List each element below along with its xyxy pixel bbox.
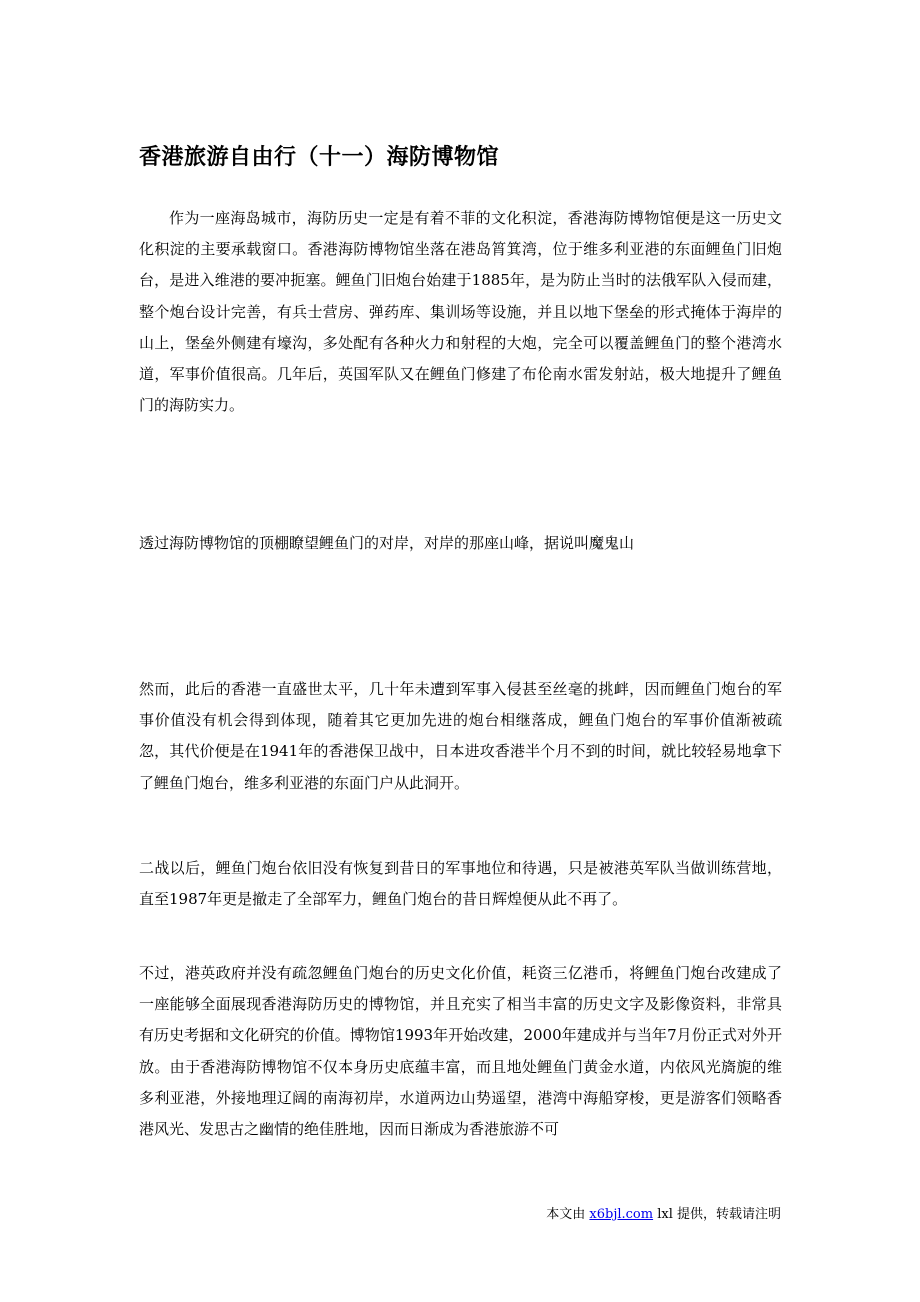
footer-source-link[interactable]: x6bjl.com bbox=[589, 1207, 654, 1222]
paragraph-postwar: 二战以后，鲤鱼门炮台依旧没有恢复到昔日的军事地位和待遇，只是被港英军队当做训练营地，直至1987年更是撤走了全部军力，鲤鱼门炮台的昔日辉煌便从此不再了。 bbox=[139, 859, 782, 909]
footer-prefix: 本文由 bbox=[546, 1207, 590, 1222]
paragraph-history: 然而，此后的香港一直盛世太平，几十年未遭到军事入侵甚至丝毫的挑衅，因而鲤鱼门炮台的军事价值没有机会得到体现，随着其它更加先进的炮台相继落成，鲤鱼门炮台的军事价值渐被疏忽，其代价便是在1941年的香港保卫战中，日本进攻香港半个月不到的时间，就比较轻易地拿下了鲤鱼门炮台，维多利亚港的东面门户从此洞开。 bbox=[139, 680, 782, 792]
article-title: 香港旅游自由行（十一）海防博物馆 bbox=[139, 145, 500, 170]
paragraph-intro: 作为一座海岛城市，海防历史一定是有着不菲的文化积淀，香港海防博物馆便是这一历史文化积淀的主要承载窗口。香港海防博物馆坐落在港岛筲箕湾，位于维多利亚港的东面鲤鱼门旧炮台，是进入维港的要冲扼塞。鲤鱼门旧炮台始建于1885年，是为防止当时的法俄军队入侵而建，整个炮台设计完善，有兵士营房、弹药库、集训场等设施，并且以地下堡垒的形式掩体于海岸的山上，堡垒外侧建有壕沟，多处配有各种火力和射程的大炮，完全可以覆盖鲤鱼门的整个港湾水道，军事价值很高。几年后，英国军队又在鲤鱼门修建了布伦南水雷发射站，极大地提升了鲤鱼门的海防实力。 bbox=[139, 209, 782, 415]
page-footer bbox=[546, 1205, 781, 1225]
photo-caption: 透过海防博物馆的顶棚瞭望鲤鱼门的对岸，对岸的那座山峰，据说叫魔鬼山 bbox=[139, 534, 635, 552]
footer-suffix: lxl 提供，转载请注明 bbox=[653, 1207, 781, 1222]
paragraph-museum: 不过，港英政府并没有疏忽鲤鱼门炮台的历史文化价值，耗资三亿港币，将鲤鱼门炮台改建成了一座能够全面展现香港海防历史的博物馆，并且充实了相当丰富的历史文字及影像资料，非常具有历史考据和文化研究的价值。博物馆1993年开始改建，2000年建成并与当年7月份正式对外开放。由于香港海防博物馆不仅本身历史底蕴丰富，而且地处鲤鱼门黄金水道，内依风光旖旎的维多利亚港，外接地理辽阔的南海初岸，水道两边山势遥望，港湾中海船穿梭，更是游客们领略香港风光、发思古之幽情的绝佳胜地，因而日渐成为香港旅游不可 bbox=[139, 964, 782, 1139]
